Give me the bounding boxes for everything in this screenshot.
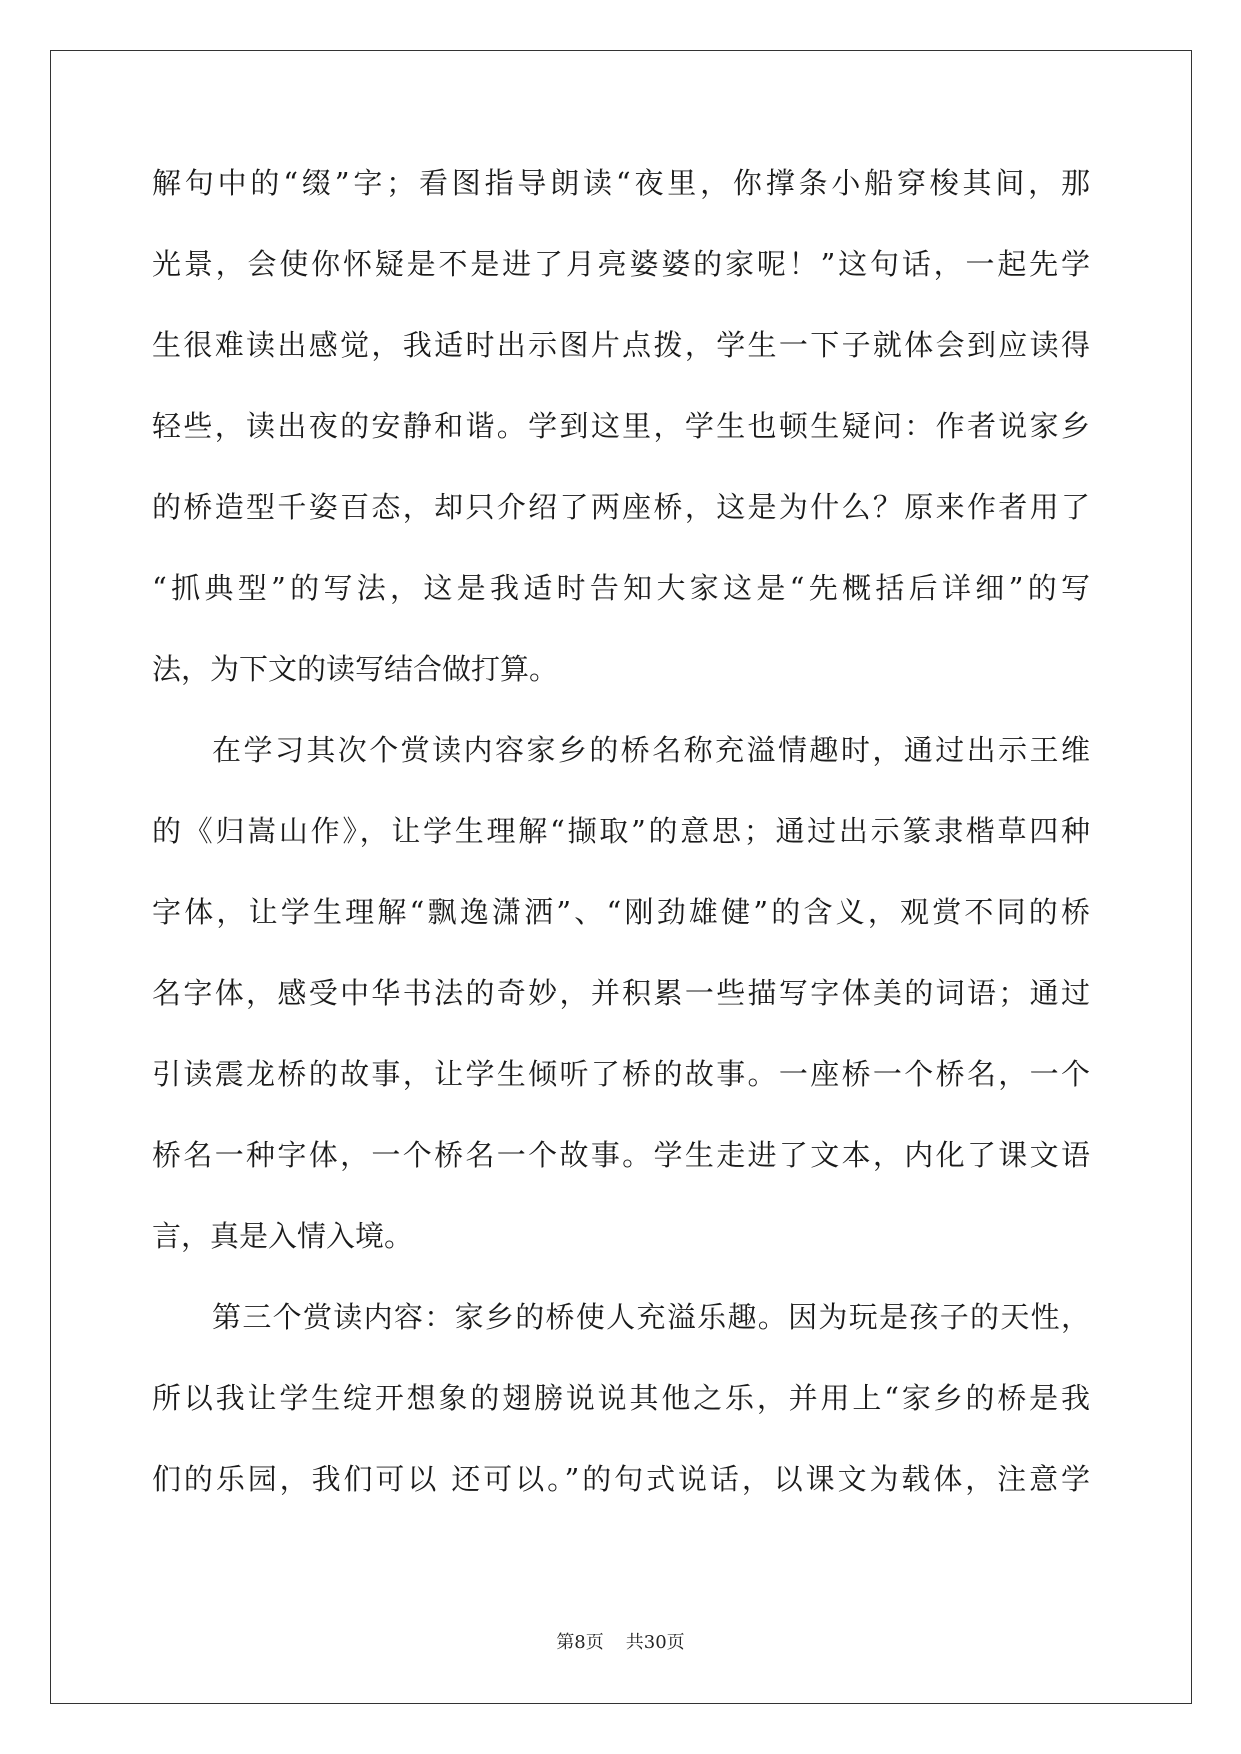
text-line: 光景，会使你怀疑是不是进了月亮婆婆的家呢！”这句话，一起先学 <box>152 247 1090 281</box>
text-line: 引读震龙桥的故事，让学生倾听了桥的故事。一座桥一个桥名，一个 <box>152 1057 1090 1091</box>
text-line: 轻些，读出夜的安静和谐。学到这里，学生也顿生疑问：作者说家乡 <box>152 409 1090 443</box>
text-line: 所以我让学生绽开想象的翅膀说说其他之乐，并用上“家乡的桥是我 <box>152 1381 1090 1415</box>
text-line: 字体，让学生理解“飘逸潇洒”、“刚劲雄健”的含义，观赏不同的桥 <box>152 895 1090 929</box>
text-line: 的桥造型千姿百态，却只介绍了两座桥，这是为什么？原来作者用了 <box>152 490 1090 524</box>
paragraph-first-line: 第三个赏读内容：家乡的桥使人充溢乐趣。因为玩是孩子的天性， <box>212 1300 1090 1334</box>
text-line: “抓典型”的写法，这是我适时告知大家这是“先概括后详细”的写 <box>152 571 1090 605</box>
text-line: 法，为下文的读写结合做打算。 <box>152 652 559 686</box>
page-footer <box>0 1628 1241 1654</box>
text-line: 生很难读出感觉，我适时出示图片点拨，学生一下子就体会到应读得 <box>152 328 1090 362</box>
text-line: 的《归嵩山作》，让学生理解“撷取”的意思；通过出示篆隶楷草四种 <box>152 814 1090 848</box>
text-line: 们的乐园，我们可以 还可以。”的句式说话，以课文为载体，注意学 <box>152 1462 1090 1496</box>
page-total: 共30页 <box>625 1632 685 1653</box>
paragraph-first-line: 在学习其次个赏读内容家乡的桥名称充溢情趣时，通过出示王维 <box>212 733 1090 767</box>
text-line: 言，真是入情入境。 <box>152 1219 414 1253</box>
text-line: 名字体，感受中华书法的奇妙，并积累一些描写字体美的词语；通过 <box>152 976 1090 1010</box>
text-line: 桥名一种字体，一个桥名一个故事。学生走进了文本，内化了课文语 <box>152 1138 1090 1172</box>
document-body <box>152 158 1090 1535</box>
page-number: 第8页 <box>556 1632 604 1653</box>
text-line: 解句中的“缀”字；看图指导朗读“夜里，你撑条小船穿梭其间，那 <box>152 166 1090 200</box>
